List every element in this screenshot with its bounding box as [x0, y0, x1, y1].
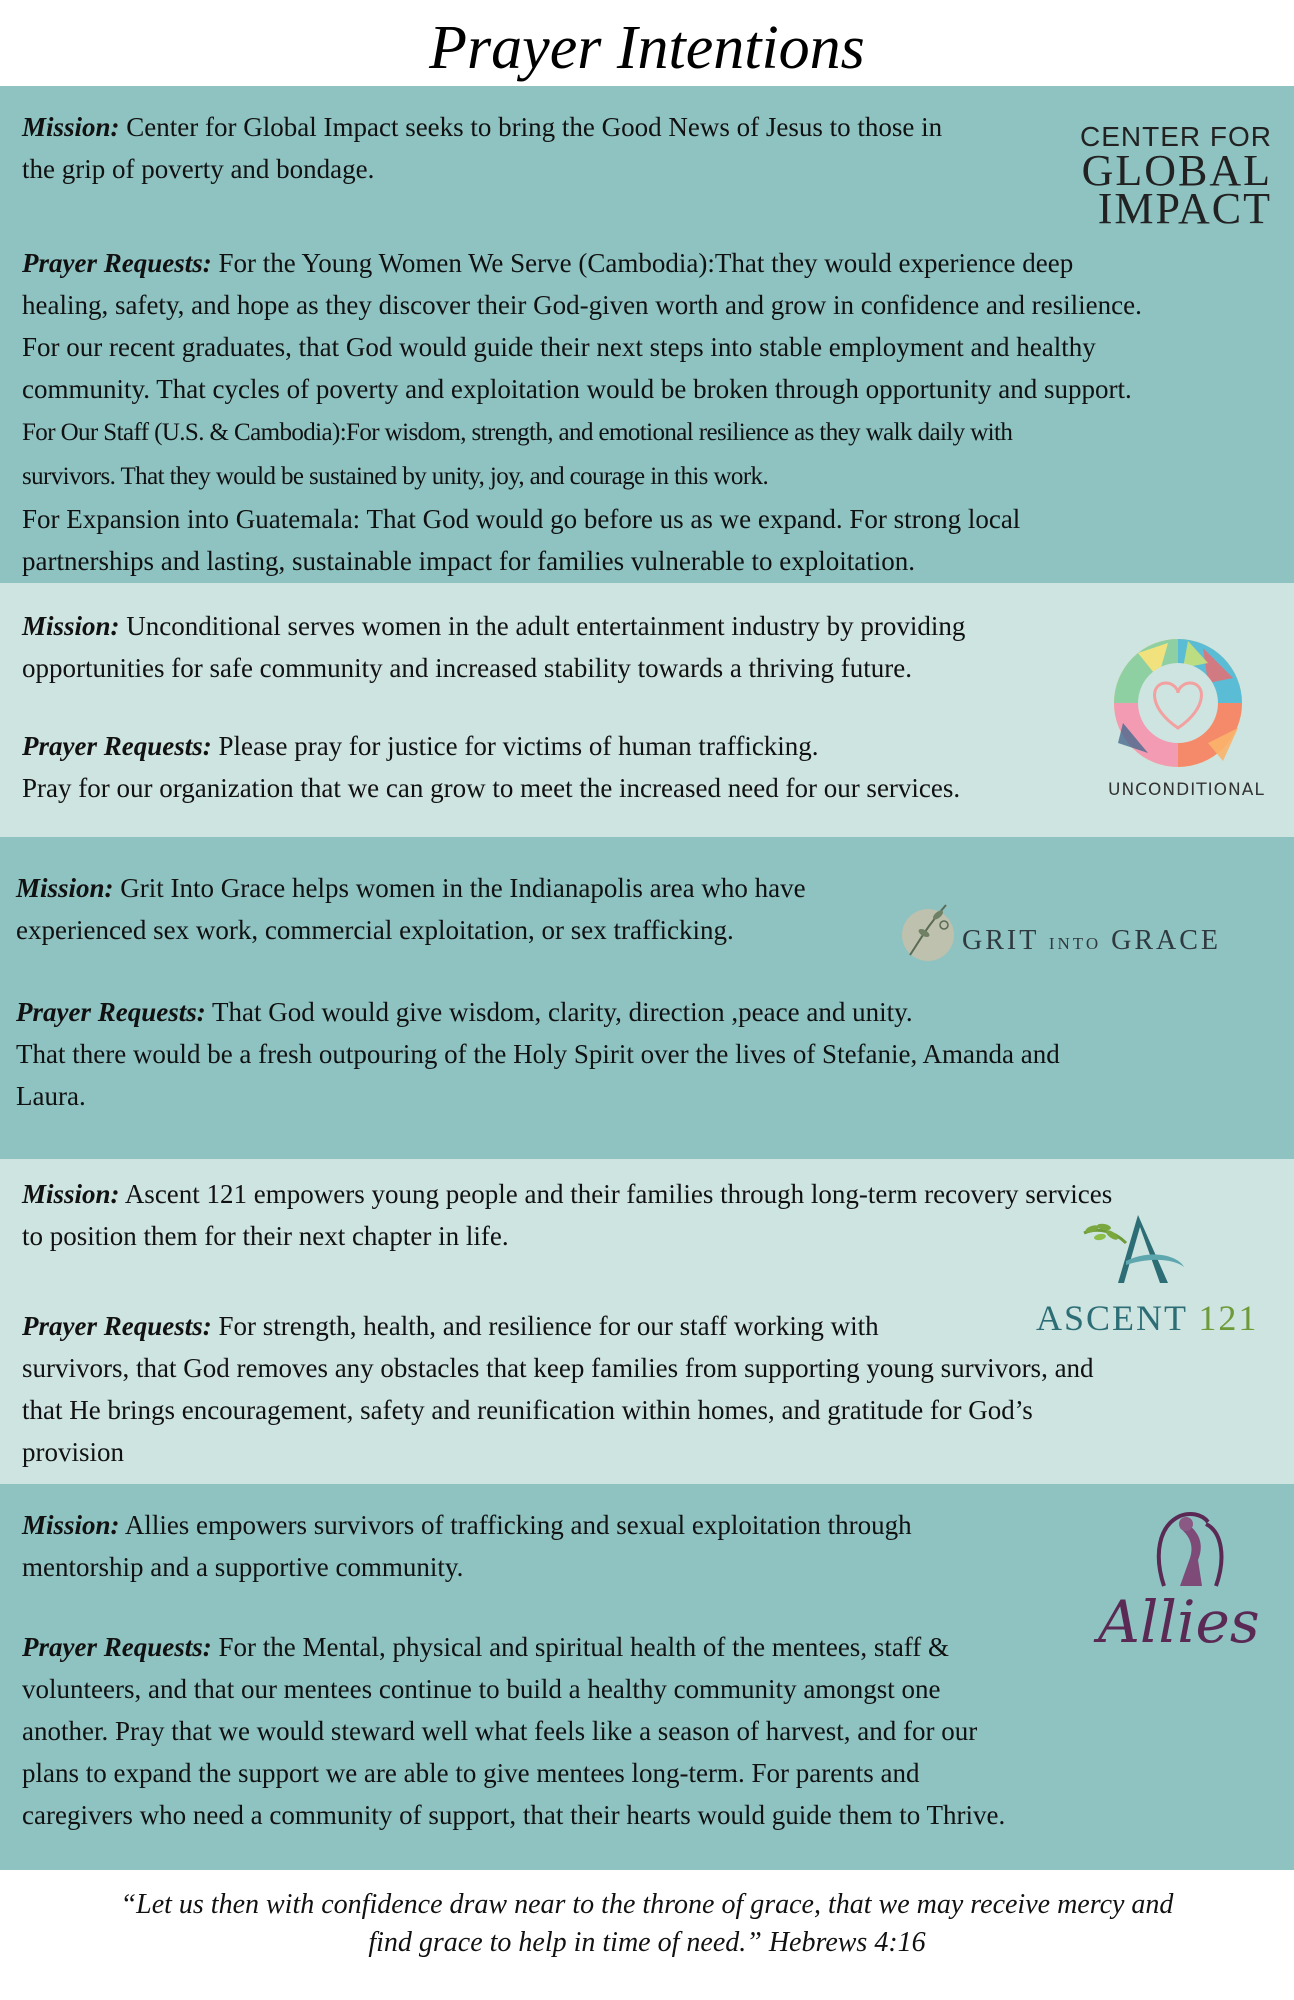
logo-word: GRIT: [962, 925, 1039, 956]
prayer-line: Pray for our organization that we can grow to meet the increased need for our services.: [22, 773, 961, 803]
prayer-line: plans to expand the support we are able to give mentees long-term. For parents and: [22, 1758, 920, 1788]
prayer-line: volunteers, and that our mentees continue to build a healthy community amongst one: [22, 1674, 941, 1704]
quote-line: “Let us then with confidence draw near to the throne of grace, that we may receive mercy and: [120, 1889, 1174, 1920]
mission-line: Unconditional serves women in the adult entertainment industry by providing: [126, 611, 966, 641]
prayer-line: Please pray for justice for victims of human trafficking.: [218, 731, 819, 761]
prayer-requests-text: [22, 725, 960, 809]
mission-text: [22, 605, 965, 689]
prayer-line: For the Young Women We Serve (Cambodia):That they would experience deep: [218, 248, 1074, 278]
prayer-label: Prayer Requests:: [16, 997, 206, 1027]
logo-text: Allies: [1098, 1588, 1260, 1656]
prayer-line: For Expansion into Guatemala: That God would go before us as we expand. For strong local: [22, 504, 1021, 534]
prayer-line: healing, safety, and hope as they discover their God-given worth and grow in confidence and resilience.: [22, 290, 1142, 320]
allies-figure-icon: [1150, 1506, 1230, 1592]
logo-word: GRACE: [1111, 925, 1222, 956]
mission-line: Ascent 121 empowers young people and their families through long-term recovery services: [124, 1179, 1113, 1209]
mosaic-heart-icon: [1108, 633, 1248, 773]
prayer-line: caregivers who need a community of support, that their hearts would guide them to Thrive.: [22, 1800, 1006, 1830]
mission-line: experienced sex work, commercial exploitation, or sex trafficking.: [16, 915, 734, 945]
prayer-line: For strength, health, and resilience for our staff working with: [218, 1311, 879, 1341]
prayer-line: Laura.: [16, 1081, 86, 1111]
center-for-global-impact-logo: [1072, 121, 1272, 233]
quote-line: find grace to help in time of need.” Hebrews 4:16: [368, 1927, 926, 1958]
mission-line: mentorship and a supportive community.: [22, 1552, 464, 1582]
logo-word: ASCENT: [1036, 1298, 1188, 1338]
prayer-line: partnerships and lasting, sustainable impact for families vulnerable to exploitation.: [22, 546, 916, 576]
prayer-line: That there would be a fresh outpouring of the Holy Spirit over the lives of Stefanie, Amanda and: [16, 1039, 1060, 1069]
ascent-121-logo: [1030, 1209, 1270, 1339]
prayer-label: Prayer Requests:: [22, 731, 212, 761]
org-card-allies: [0, 1484, 1294, 1870]
prayer-line: For our recent graduates, that God would guide their next steps into stable employment and healthy: [22, 332, 1096, 362]
prayer-line: For the Mental, physical and spiritual health of the mentees, staff &: [218, 1632, 950, 1662]
prayer-line: another. Pray that we would steward well what feels like a season of harvest, and for our: [22, 1716, 978, 1746]
mission-label: Mission:: [22, 611, 120, 641]
mission-line: the grip of poverty and bondage.: [22, 154, 375, 184]
prayer-line: For Our Staff (U.S. & Cambodia):For wisdom, strength, and emotional resilience as they walk daily with: [22, 419, 1013, 446]
mission-label: Mission:: [22, 112, 120, 142]
org-card-unconditional: [0, 583, 1294, 837]
org-card-grit-into-grace: [0, 837, 1294, 1159]
prayer-requests-text: [22, 1626, 1005, 1836]
logo-text: GLOBAL: [1081, 146, 1272, 195]
mission-line: Center for Global Impact seeks to bring the Good News of Jesus to those in: [126, 112, 943, 142]
prayer-requests-text: [22, 242, 1142, 582]
org-card-ascent-121: [0, 1159, 1294, 1484]
prayer-line: survivors, that God removes any obstacles that keep families from supporting young survivors, and: [22, 1353, 1094, 1383]
org-card-center-for-global-impact: [0, 86, 1294, 583]
floral-icon: [898, 895, 958, 965]
mission-text: [22, 106, 942, 190]
logo-text: [1036, 1297, 1258, 1339]
prayer-line: community. That cycles of poverty and exploitation would be broken through opportunity and support.: [22, 374, 1132, 404]
prayer-line: that He brings encouragement, safety and reunification within homes, and gratitude for God’s: [22, 1395, 1033, 1425]
logo-text: UNCONDITIONAL: [1108, 780, 1265, 800]
prayer-label: Prayer Requests:: [22, 248, 212, 278]
mission-line: to position them for their next chapter in life.: [22, 1221, 509, 1251]
mission-line: Grit Into Grace helps women in the Indianapolis area who have: [120, 873, 806, 903]
mission-label: Mission:: [22, 1179, 120, 1209]
ascent-a-icon: [1080, 1209, 1190, 1289]
mission-line: Allies empowers survivors of trafficking and sexual exploitation through: [124, 1510, 912, 1540]
unconditional-logo: [1108, 633, 1265, 803]
page-title: Prayer Intentions: [429, 14, 865, 82]
prayer-line: survivors. That they would be sustained by unity, joy, and courage in this work.: [22, 463, 769, 490]
prayer-requests-text: [16, 991, 1060, 1117]
allies-logo: [1098, 1506, 1278, 1656]
prayer-label: Prayer Requests:: [22, 1311, 212, 1341]
mission-text: [22, 1504, 912, 1588]
logo-word: 121: [1198, 1298, 1259, 1338]
logo-text: [962, 925, 1221, 957]
mission-text: [16, 867, 806, 951]
prayer-line: provision: [22, 1437, 125, 1467]
prayer-requests-text: [22, 1305, 1094, 1473]
logo-text: CENTER FOR: [1080, 121, 1272, 152]
logo-text: IMPACT: [1097, 184, 1272, 233]
prayer-line: That God would give wisdom, clarity, direction ,peace and unity.: [212, 997, 913, 1027]
bible-verse-quote: [0, 1886, 1294, 1962]
grit-into-grace-logo: [898, 895, 1248, 975]
prayer-label: Prayer Requests:: [22, 1632, 212, 1662]
logo-word: INTO: [1048, 934, 1102, 953]
mission-label: Mission:: [16, 873, 114, 903]
mission-line: opportunities for safe community and increased stability towards a thriving future.: [22, 653, 913, 683]
mission-text: [22, 1173, 1112, 1257]
mission-label: Mission:: [22, 1510, 120, 1540]
